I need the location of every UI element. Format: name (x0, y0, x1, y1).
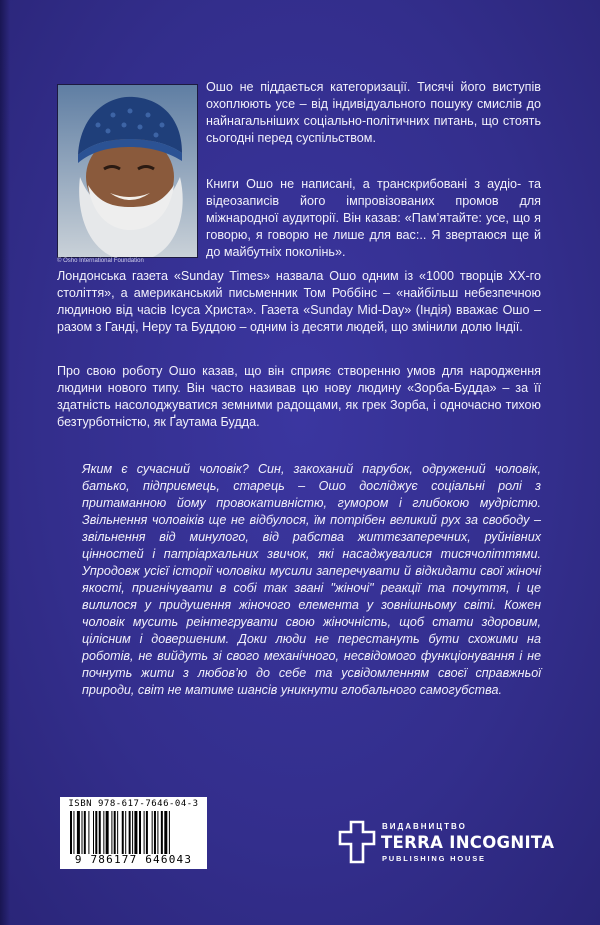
barcode (60, 797, 207, 869)
barcode-bar (154, 811, 156, 854)
barcode-bar (139, 811, 141, 854)
publisher-top-label: ВИДАВНИЦТВО (382, 822, 467, 831)
spine-shadow (0, 0, 10, 925)
book-description-quote: Яким є сучасний чоловік? Син, закоханий парубок, одружений чоловік, батько, підприємець, старець – Ошо досліджує соціальні ролі з притаманною йому провокативністю, гумором і глибокою мудрістю. Звільнення чоловіків ще не відбулося, їм потрібен великий рух за свободу – звільнення від минулого, від рабства життєзаперечних, руйнівних цінностей і патріархальних звичок, які насаджувалися тисячоліттями. Упродовж усієї історії чоловіки мусили заперечувати й відкидати свої жіночі якості, пригнічувати в собі так звані "жіночі" реакції та почуття, і це вилилося у придушення жіночого елемента у зовнішньому світі. Кожен чоловік мусить реінтегрувати свою жіночність, щоб стати здоровим, цілісним і довершеним. Доки люди не перестануть бути схожими на роботів, не вийдуть зі свого механічного, несвідомого функціонування і не почнуть жити з любов’ю до себе та усвідомленням своєї справжньої природи, світ не матиме шансів уникнути глобального самогубства. (82, 462, 541, 697)
barcode-bar (114, 811, 116, 854)
body-paragraph-3: Лондонська газета «Sunday Times» назвала Ошо одним із «1000 творців XX-го століття», а американський письменник Том Роббінс – «найбільш небезпечною людиною від часів Ісуса Христа». Газета «Sunday Mid-Day» (Індія) вважає Ошо – разом з Ганді, Неру та Буддою – одним із десяти людей, що змінили долю Індії. (57, 269, 541, 334)
photo-credit: © Osho International Foundation (57, 258, 144, 264)
barcode-bar (134, 811, 137, 854)
barcode-bar (99, 811, 101, 854)
publisher-name: TERRA INCOGNITA (381, 833, 555, 852)
barcode-bar (103, 811, 104, 854)
author-photo (57, 84, 198, 258)
barcode-bar (111, 811, 112, 854)
isbn-text: ISBN 978-617-7646-04-3 (68, 799, 199, 809)
barcode-bar (93, 811, 94, 854)
body-paragraph-2: Книги Ошо не написані, а транскрибовані з аудіо- та відеозаписів його імпровізованих промов для міжнародної аудиторії. Він казав: «Пам’ятайте: усе, що я говорю, я говорю не лише для вас:.. Я звертаюся ще й до майбутніх поколінь». (206, 177, 541, 259)
barcode-bar (88, 811, 89, 854)
barcode-bar (164, 811, 167, 854)
barcode-bar (157, 811, 158, 854)
publisher-logo (338, 820, 555, 872)
barcode-bar (144, 811, 145, 854)
barcode-bar (95, 811, 97, 854)
author-portrait-illustration (58, 85, 197, 257)
body-paragraph-4: Про свою роботу Ошо казав, що він сприяє створенню умов для народження людини нового типу. Він часто називав цю нову людину «Зорба-Будда» – за її здатність насолоджуватися земними радощами, як грек Зорба, і одночасно тихою безтурботністю, як Ґаутама Будда. (57, 364, 541, 429)
barcode-bar (125, 811, 126, 854)
barcode-bar (70, 811, 72, 854)
publisher-bottom-label: PUBLISHING HOUSE (382, 854, 486, 863)
barcode-bar (106, 811, 109, 854)
barcode-bar (73, 811, 74, 854)
barcode-bar (77, 811, 80, 854)
barcode-bar (152, 811, 153, 854)
barcode-bar (122, 811, 124, 854)
body-paragraph-1: Ошо не піддається категоризації. Тисячі його виступів охоплюють усе – від індивідуального пошуку смислів до найнагальніших соціально-політичних питань, що стоять сьогодні перед суспільством. (206, 80, 541, 145)
barcode-bar (146, 811, 148, 854)
barcode-digits: 9 786177 646043 (74, 853, 193, 866)
barcode-bar (117, 811, 118, 854)
barcode-bar (161, 811, 163, 854)
cross-icon (338, 820, 376, 864)
barcode-bar (129, 811, 131, 854)
barcode-bars (70, 811, 200, 854)
barcode-bar (132, 811, 133, 854)
barcode-bar (82, 811, 83, 854)
barcode-bar (169, 811, 170, 854)
barcode-bar (84, 811, 86, 854)
